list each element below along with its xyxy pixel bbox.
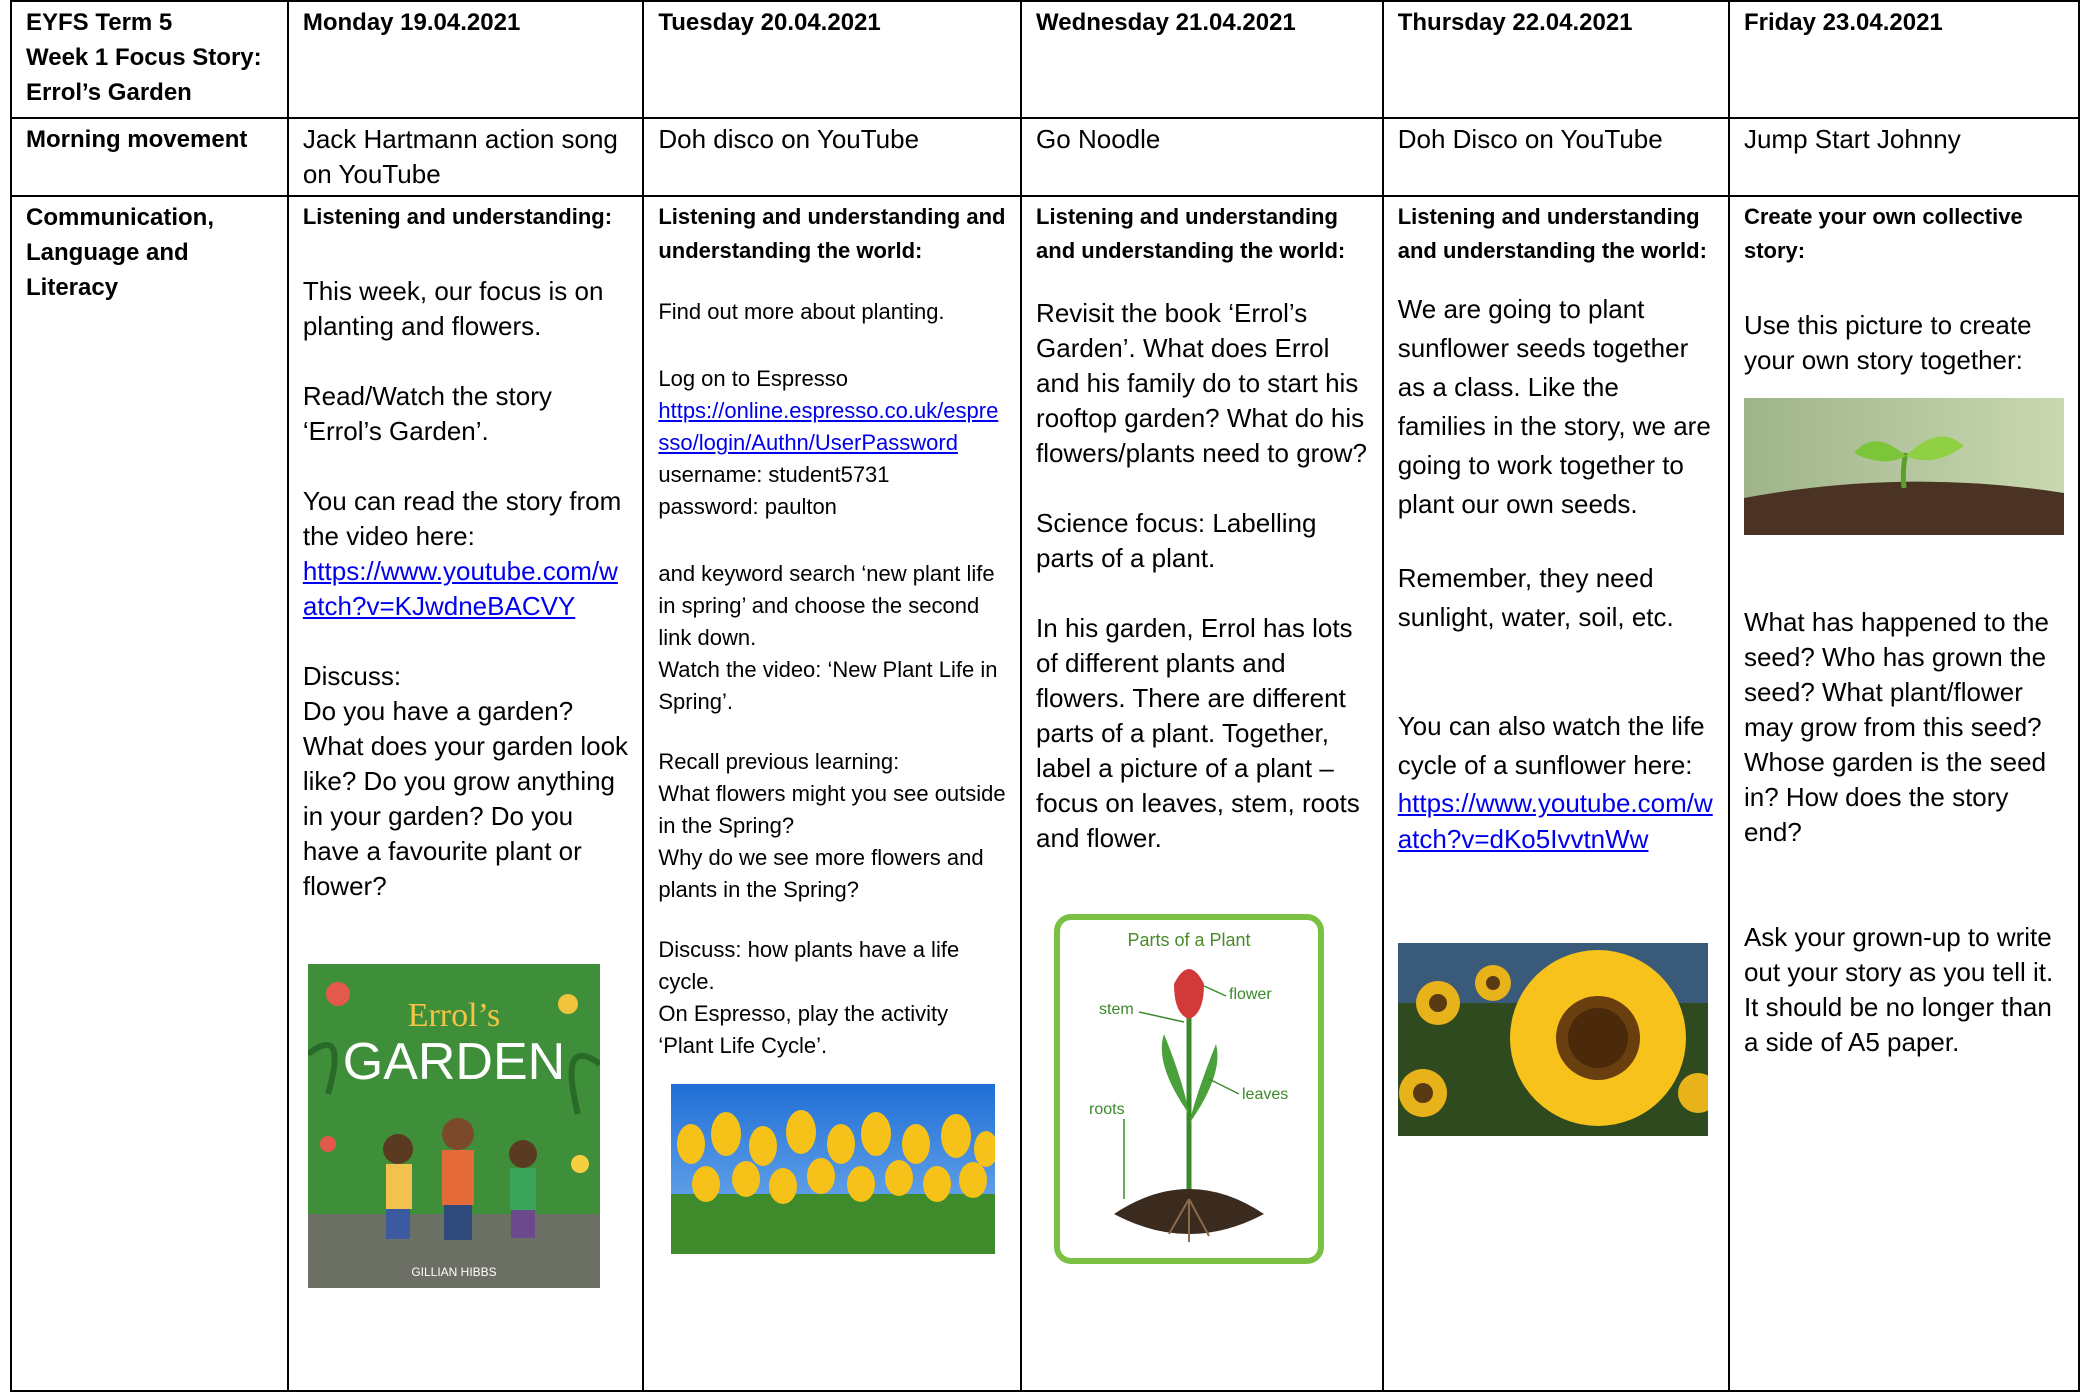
literacy-cell-wednesday [1021,196,1383,1391]
sunflower-photo-image [1398,943,1708,1136]
paragraph: and keyword search ‘new plant life in spring’ and choose the second link down. [658,561,995,650]
literacy-cell-friday [1729,196,2079,1391]
seedling-photo-image [1744,398,2064,535]
paragraph: You can also watch the life cycle of a sunflower here: [1397,711,1705,780]
paragraph: Why do we see more flowers and plants in the Spring? [658,845,984,902]
literacy-cell-thursday [1383,196,1729,1391]
movement-cell-friday [1729,118,2079,196]
paragraph: Revisit the book ‘Errol’s Garden’. What does Errol and his family do to start his rooftop garden? What do his flowers/plants need to grow? [1036,298,1368,468]
day-header-monday [288,1,644,118]
cell-heading: Listening and understanding and understanding the world: [658,204,1006,263]
label-flower: flower [1229,986,1272,1003]
paragraph: Log on to Espresso [658,366,848,391]
book-author: GILLIAN HIBBS [411,1265,497,1279]
paragraph: Remember, they need sunlight, water, soil, etc. [1397,563,1674,632]
cell-heading: Listening and understanding and understanding the world: [1397,204,1707,263]
day-header-thursday [1383,1,1729,118]
paragraph: We are going to plant sunflower seeds together as a class. Like the families in the story, we are going to work together to plant our own seeds. [1397,294,1711,519]
term-title-line: Week 1 Focus Story: [26,44,262,71]
youtube-link[interactable]: https://www.youtube.com/watch?v=dKo5IvvtnWw [1397,788,1713,854]
parts-of-a-plant-diagram-image [1054,914,1324,1264]
row-label-cell [11,118,288,196]
literacy-cell-tuesday [643,196,1021,1391]
day-header-friday [1729,1,2079,118]
paragraph: On Espresso, play the activity ‘Plant Life Cycle’. [658,1001,949,1058]
paragraph: What flowers might you see outside in the Spring? [658,781,1006,838]
paragraph: Find out more about planting. [658,299,945,324]
paragraph: Watch the video: ‘New Plant Life in Spring’. [658,657,998,714]
book-title-line1: Errol’s [407,997,501,1034]
paragraph: Use this picture to create your own story together: [1743,310,2032,375]
cell-heading: Listening and understanding and understanding the world: [1036,204,1346,263]
day-label: Wednesday 21.04.2021 [1036,9,1296,36]
day-label: Monday 19.04.2021 [302,9,521,36]
paragraph: In his garden, Errol has lots of different plants and flowers. There are different parts of a plant. Together, label a picture of a plant – focus on leaves, stem, roots and flower. [1036,613,1360,853]
paragraph: Read/Watch the story ‘Errol’s Garden’. [302,381,552,446]
movement-cell-thursday [1383,118,1729,196]
activity-text: Doh disco on YouTube [658,124,920,154]
diagram-title: Parts of a Plant [1127,930,1251,950]
day-label: Thursday 22.04.2021 [1397,9,1633,36]
label-roots: roots [1089,1101,1125,1118]
movement-cell-monday [288,118,644,196]
paragraph: Do you have a garden? What does your garden look like? Do you grow anything in your garden? Do you have a favourite plant or flower? [302,696,629,901]
activity-text: Doh Disco on YouTube [1397,124,1663,154]
espresso-login-link[interactable]: https://online.espresso.co.uk/espresso/login/Authn/UserPassword [658,398,999,455]
activity-text: Go Noodle [1036,124,1161,154]
cell-heading: Create your own collective story: [1743,204,2023,263]
row-label-cell [11,196,288,1391]
literacy-row [11,196,2079,1391]
movement-cell-wednesday [1021,118,1383,196]
movement-cell-tuesday [643,118,1021,196]
header-row [11,1,2079,118]
paragraph: Science focus: Labelling parts of a plant. [1036,508,1317,573]
term-title-cell [11,1,288,118]
paragraph: Discuss: how plants have a life cycle. [658,937,960,994]
weekly-planner-table [10,0,2080,1392]
username-text: username: student5731 [658,462,890,487]
day-header-wednesday [1021,1,1383,118]
term-title-line: EYFS Term 5 [26,9,173,36]
literacy-cell-monday [288,196,644,1391]
errols-garden-book-cover-image [308,964,600,1288]
morning-movement-row [11,118,2079,196]
activity-text: Jump Start Johnny [1743,124,1961,154]
day-label: Friday 23.04.2021 [1743,9,1943,36]
paragraph: This week, our focus is on planting and flowers. [302,276,604,341]
book-title-line2: GARDEN [342,1033,566,1091]
row-label: Communication, Language and Literacy [26,204,215,301]
tulips-photo-image [671,1084,995,1254]
paragraph: Discuss: [302,661,402,691]
cell-heading: Listening and understanding: [302,204,613,229]
term-title-line: Errol’s Garden [26,79,192,106]
paragraph: What has happened to the seed? Who has grown the seed? What plant/flower may grow from this seed? Whose garden is the seed in? How does the story end? [1743,607,2049,847]
paragraph: You can read the story from the video here: [302,486,622,551]
password-text: password: paulton [658,494,837,519]
day-header-tuesday [643,1,1021,118]
label-stem: stem [1099,1001,1134,1018]
label-leaves: leaves [1242,1086,1289,1103]
row-label: Morning movement [26,126,248,153]
paragraph: Recall previous learning: [658,749,900,774]
paragraph: Ask your grown-up to write out your story as you tell it. It should be no longer than a side of A5 paper. [1743,922,2054,1057]
youtube-link[interactable]: https://www.youtube.com/watch?v=KJwdneBACVY [302,556,618,621]
activity-text: Jack Hartmann action song on YouTube [302,124,618,189]
day-label: Tuesday 20.04.2021 [658,9,881,36]
